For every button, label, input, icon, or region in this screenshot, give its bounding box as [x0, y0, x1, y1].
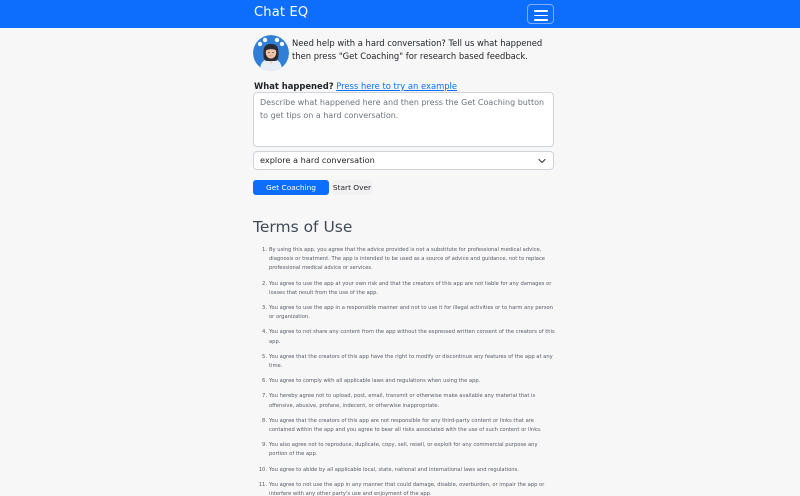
terms-item [257, 392, 557, 410]
terms-item-text: You also agree not to reproduce, duplicate, copy, sell, resell, or exploit for any commercial purpose any portion of the app. [269, 442, 538, 458]
terms-item-text: You agree that the creators of this app are not responsible for any third-party content or links that are contained within the app and you agree to bear all risks associated with the use of such content or links. [269, 417, 542, 434]
terms-item-number: 9. [262, 442, 267, 449]
terms-item-text: You agree to not use the app in any manner that could damage, disable, overburden, or impair the app or interfere with any other party's use and enjoyment of the app. [269, 481, 545, 496]
what-happened-label: What happened? [254, 81, 334, 91]
terms-item-number: 11. [258, 481, 267, 488]
terms-item-text: You agree to abide by all applicable local, state, national and international laws and regulations. [269, 466, 519, 473]
intro-text: Need help with a hard conversation? Tell us what happened then press "Get Coaching" for research based feedback. [292, 38, 543, 61]
terms-item-text: You agree to comply with all applicable laws and regulations when using the app. [269, 378, 481, 385]
intro-section [253, 35, 558, 73]
select-value: explore a hard conversation [260, 155, 375, 165]
terms-item [257, 481, 557, 496]
brand-title[interactable]: Chat EQ [254, 5, 309, 20]
chevron-down-icon [538, 157, 546, 165]
terms-item-text: You agree to use the app at your own risk and that the creators of this app are not liable for any damages or losses that result from the use of the app. [269, 280, 552, 296]
terms-item-number: 5. [262, 353, 267, 360]
start-over-button[interactable]: Start Over [332, 180, 372, 195]
what-happened-input[interactable] [253, 92, 554, 147]
terms-item [257, 377, 557, 386]
terms-item-text: You agree that the creators of this app have the right to modify or discontinue any features of the app at any time. [269, 353, 553, 370]
what-happened-row [254, 81, 457, 91]
terms-item-number: 4. [262, 329, 267, 336]
terms-item [257, 417, 557, 435]
terms-item [257, 280, 557, 298]
conversation-type-select[interactable] [253, 151, 554, 170]
terms-item [257, 353, 557, 371]
navbar [0, 0, 800, 28]
terms-item-text: You agree to use the app in a responsible manner and not to use it for illegal activities or to harm any person or organization. [269, 305, 553, 321]
hamburger-menu-icon[interactable] [527, 4, 554, 24]
terms-item [257, 328, 557, 346]
terms-item-text: You agree to not share any content from the app without the expressed written consent of the creators of this app. [269, 329, 555, 345]
terms-list [257, 246, 557, 496]
terms-item-text: You hereby agree not to upload, post, email, transmit or otherwise make available any material that is offensive, abusive, profane, indecent, or otherwise inappropriate. [269, 393, 536, 409]
terms-item-number: 7. [262, 393, 267, 400]
terms-item-number: 10. [258, 466, 267, 473]
get-coaching-button[interactable]: Get Coaching [253, 180, 329, 195]
terms-item-number: 1. [262, 247, 267, 253]
terms-item [257, 304, 557, 322]
terms-item [257, 441, 557, 459]
coach-avatar-icon [253, 35, 289, 71]
terms-item-text: By using this app, you agree that the advice provided is not a substitute for professional medical advice, diagnosis or treatment. The app is intended to be used as a source of advice and guidance, not to replace professional medical advice or services. [269, 247, 545, 272]
terms-item-number: 2. [262, 280, 267, 287]
terms-item-number: 3. [262, 305, 267, 312]
try-example-link[interactable]: Press here to try an example [336, 81, 458, 91]
terms-item [257, 246, 557, 274]
terms-item-number: 8. [262, 417, 267, 424]
terms-title: Terms of Use [253, 218, 353, 236]
terms-item [257, 466, 557, 475]
terms-item-number: 6. [262, 378, 267, 385]
